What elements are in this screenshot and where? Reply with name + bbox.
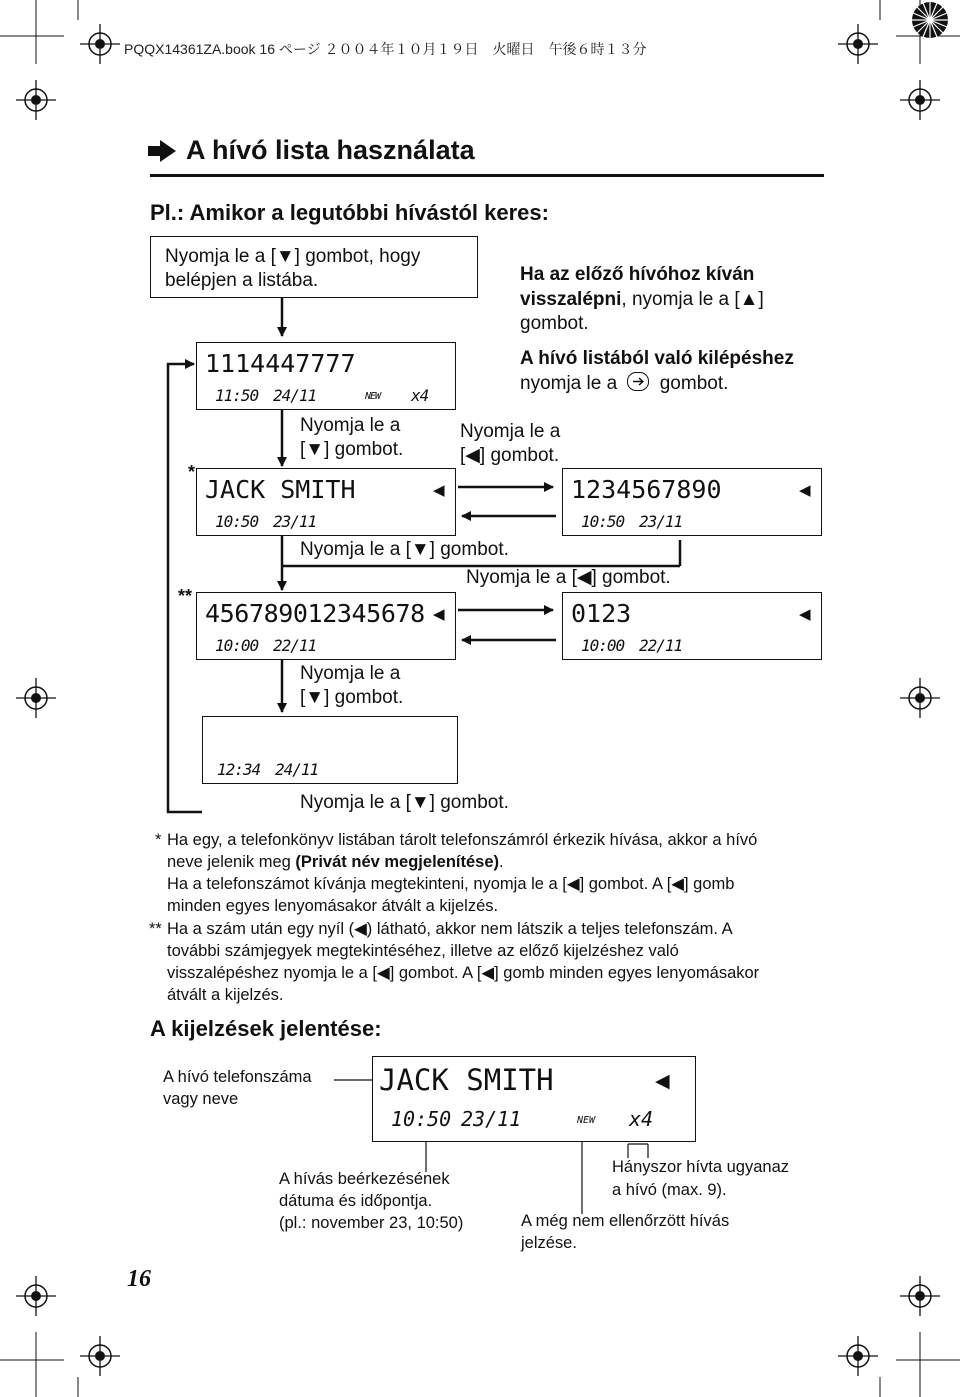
entry-3-date: 22/11 xyxy=(273,636,317,655)
note-2-line-4: átvált a kijelzés. xyxy=(167,986,284,1004)
registration-mark-icon xyxy=(838,24,878,64)
label-date-line-2: dátuma és időpontja. xyxy=(279,1192,433,1210)
prev-caller-rest: , nyomja le a [▲] xyxy=(621,289,764,310)
entry-1-time: 11:50 xyxy=(215,386,259,405)
page-number: 16 xyxy=(127,1266,151,1292)
display-new: NEW xyxy=(577,1115,596,1126)
label-date-line-1: A hívás beérkezésének xyxy=(279,1170,450,1188)
entry-2-marker: * xyxy=(188,462,196,482)
starburst-icon xyxy=(912,2,948,38)
entry-3-alt-scroll-arrow-icon: ◀ xyxy=(799,606,811,623)
label-count-line-1: Hányszor hívta ugyanaz xyxy=(612,1158,790,1176)
registration-mark-icon xyxy=(900,1276,940,1316)
lcd-entry-4 xyxy=(202,716,458,784)
prev-caller-line-3: gombot. xyxy=(520,313,589,334)
lcd-entry-3-alt xyxy=(562,592,822,660)
note-1-line-4: minden egyes lenyomásakor átvált a kijelzés. xyxy=(167,897,499,915)
entry-2-date: 23/11 xyxy=(273,512,317,531)
entry-2-alt-time: 10:50 xyxy=(581,512,625,531)
note-1-emphasis: (Privát név megjelenítése) xyxy=(295,853,500,871)
entry-3-number: 456789012345678 xyxy=(205,599,425,628)
entry-1-date: 24/11 xyxy=(273,386,317,405)
exit-line-2 xyxy=(520,372,728,396)
label-caller-line-2: vagy neve xyxy=(163,1090,239,1108)
display-scroll-arrow-icon: ◀ xyxy=(655,1071,670,1092)
entry-2-alt-scroll-arrow-icon: ◀ xyxy=(799,482,811,499)
title-underline xyxy=(150,174,824,177)
entry-4-time: 12:34 xyxy=(217,760,261,779)
display-date: 23/11 xyxy=(461,1107,522,1131)
registration-mark-icon xyxy=(900,80,940,120)
registration-mark-icon xyxy=(16,80,56,120)
section-title: A hívó lista használata xyxy=(186,135,475,165)
entry-2-name: JACK SMITH xyxy=(205,475,356,504)
entry-1-new: NEW xyxy=(365,391,381,402)
note-1-text-a: neve jelenik meg xyxy=(167,853,296,871)
entry-2-scroll-arrow-icon: ◀ xyxy=(433,482,445,499)
entry-2-alt-number: 1234567890 xyxy=(571,475,722,504)
note-1-marker: * xyxy=(155,831,162,849)
note-2-marker: ** xyxy=(149,920,162,938)
label-new-line-1: A még nem ellenőrzött hívás xyxy=(521,1212,730,1230)
note-2-line-1: Ha a szám után egy nyíl (◀) látható, akkor nem látszik a teljes telefonszám. A xyxy=(167,920,733,938)
entry-1-count: x4 xyxy=(411,386,429,405)
step-down-4: Nyomja le a [▼] gombot. xyxy=(300,792,509,813)
entry-3-alt-date: 22/11 xyxy=(639,636,683,655)
registration-mark-icon xyxy=(838,1336,878,1376)
step-down-1-line-1: Nyomja le a xyxy=(300,415,401,436)
example-heading: Pl.: Amikor a legutóbbi hívástól keres: xyxy=(150,200,549,225)
step-down-2: Nyomja le a [▼] gombot. xyxy=(300,539,509,560)
step-left-1-line-1: Nyomja le a xyxy=(460,421,561,442)
start-text-line-2: belépjen a listába. xyxy=(165,270,319,291)
entry-3-scroll-arrow-icon: ◀ xyxy=(433,606,445,623)
note-1-text-c: . xyxy=(499,853,504,871)
registration-mark-icon xyxy=(80,24,120,64)
step-left-1-line-2: [◀] gombot. xyxy=(460,445,560,466)
label-new-line-2: jelzése. xyxy=(521,1234,577,1252)
note-2-line-3: visszalépéshez nyomja le a [◀] gombot. A [◀] gomb minden egyes lenyomásakor xyxy=(167,964,760,982)
meanings-heading: A kijelzések jelentése: xyxy=(150,1016,382,1041)
label-caller-line-1: A hívó telefonszáma xyxy=(163,1068,312,1086)
lcd-entry-3 xyxy=(196,592,456,660)
display-time: 10:50 xyxy=(391,1107,452,1131)
prev-caller-line-2 xyxy=(520,288,764,312)
section-arrow-icon xyxy=(148,140,176,162)
registration-mark-icon xyxy=(16,678,56,718)
file-info-header: PQQX14361ZA.book 16 ページ ２００４年１０月１９日 火曜日 午後６時１３分 xyxy=(124,41,647,57)
label-count-line-2: a hívó (max. 9). xyxy=(612,1181,727,1199)
label-date-line-3: (pl.: november 23, 10:50) xyxy=(279,1214,464,1232)
entry-3-alt-number: 0123 xyxy=(571,599,632,628)
note-1-line-3: Ha a telefonszámot kívánja megtekinteni, nyomja le a [◀] gombot. A [◀] gomb xyxy=(167,875,735,893)
note-2-line-2: további számjegyek megtekintéséhez, illetve az előző kijelzéshez való xyxy=(167,942,679,960)
entry-2-time: 10:50 xyxy=(215,512,259,531)
step-down-3-line-1: Nyomja le a xyxy=(300,663,401,684)
entry-3-alt-time: 10:00 xyxy=(581,636,625,655)
start-text-line-1: Nyomja le a [▼] gombot, hogy xyxy=(165,246,421,267)
note-1-line-1: Ha egy, a telefonkönyv listában tárolt telefonszámról érkezik hívása, akkor a hívó xyxy=(167,831,758,849)
registration-mark-icon xyxy=(16,1276,56,1316)
step-left-2: Nyomja le a [◀] gombot. xyxy=(466,567,671,588)
step-down-3-line-2: [▼] gombot. xyxy=(300,687,404,708)
entry-3-time: 10:00 xyxy=(215,636,259,655)
entry-3-marker: ** xyxy=(178,586,193,606)
prev-caller-line-1: Ha az előző hívóhoz kíván xyxy=(520,264,755,285)
display-count: x4 xyxy=(629,1107,654,1131)
lcd-display-example xyxy=(372,1056,696,1142)
exit-button-icon xyxy=(627,372,649,391)
start-instruction-box xyxy=(150,236,478,298)
registration-mark-icon xyxy=(80,1336,120,1376)
entry-2-alt-date: 23/11 xyxy=(639,512,683,531)
registration-mark-icon xyxy=(900,678,940,718)
entry-1-number: 1114447777 xyxy=(205,349,356,378)
display-name: JACK SMITH xyxy=(379,1063,554,1097)
entry-4-date: 24/11 xyxy=(275,760,319,779)
lcd-entry-1 xyxy=(196,342,456,410)
exit-text-b: gombot. xyxy=(659,373,729,394)
exit-text-a: nyomja le a xyxy=(520,373,618,394)
note-1-line-2 xyxy=(167,851,504,874)
lcd-entry-2 xyxy=(196,468,456,536)
step-down-1-line-2: [▼] gombot. xyxy=(300,439,404,460)
lcd-entry-2-alt xyxy=(562,468,822,536)
exit-line-1: A hívó listából való kilépéshez xyxy=(520,348,794,369)
prev-caller-emphasis: visszalépni xyxy=(520,289,622,310)
